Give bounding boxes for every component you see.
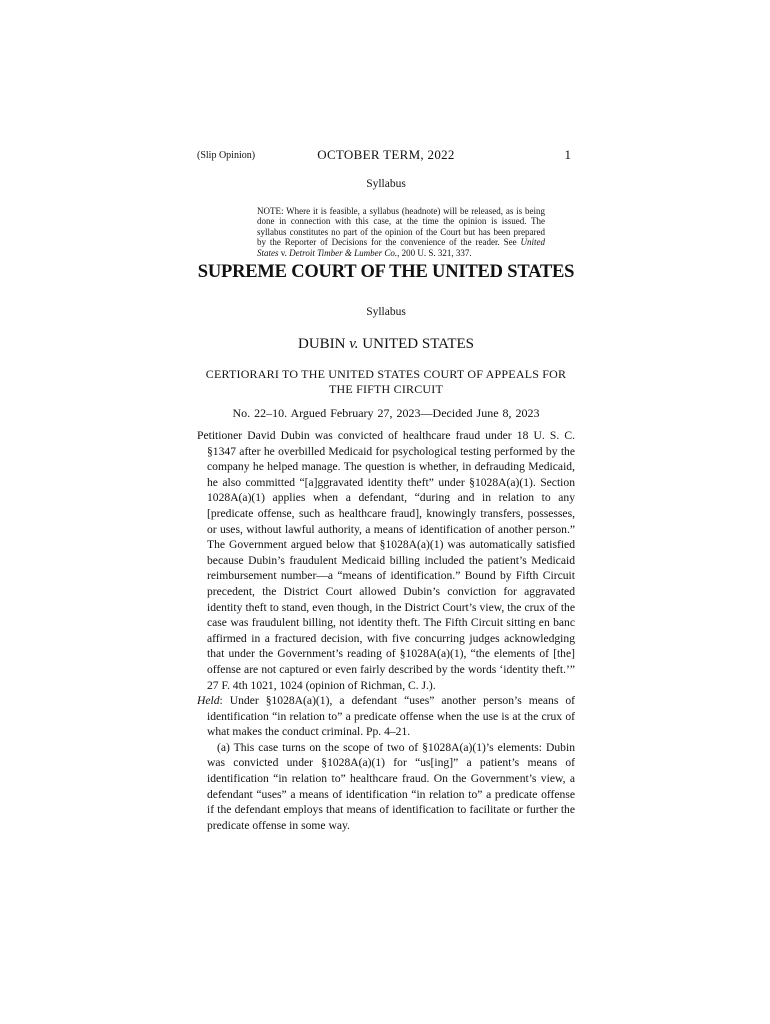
note-citation-party: Detroit Timber & Lumber Co. [289,247,398,258]
court-title: SUPREME COURT OF THE UNITED STATES [197,262,575,282]
syllabus-heading: Syllabus [366,178,406,190]
running-head [197,146,575,166]
held-text: : Under §1028A(a)(1), a defendant “uses” another person’s means of identification “in relation to” a predicate offense when the use is at the crux of what makes the conduct criminal. Pp. 4–21. [207,694,575,739]
certiorari-line-1: CERTIORARI TO THE UNITED STATES COURT OF APPEALS FOR [205,367,567,381]
certiorari-line-2: THE FIFTH CIRCUIT [328,382,444,396]
docket-line: No. 22–10. Argued February 27, 2023—Decided June 8, 2023 [232,406,540,420]
headnote-notice [245,206,545,258]
slip-opinion-label: (Slip Opinion) [197,150,256,161]
note-citation-tail: , 200 U. S. 321, 337. [397,247,472,258]
case-petitioner: DUBIN [297,336,350,352]
note-citation-case: United States [257,237,545,258]
case-respondent: UNITED STATES [358,336,474,352]
case-versus: v. [349,336,359,352]
syllabus-body [197,428,575,833]
certiorari-heading [197,367,575,397]
term-heading: OCTOBER TERM, 2022 [317,147,455,162]
paragraph-a: (a) This case turns on the scope of two of §1028A(a)(1)’s elements: Dubin was convicted under §1028A(a)(1) for “us[ing]” a patient’s means of identification “in relation to” healthcare fraud. On the Government’s view, a defendant “uses” a means of identification “in relation to” a predicate offense if the defendant employs that means of identification to facilitate or further the predicate offense in some way. [207,740,575,832]
held-label: Held [197,694,220,708]
facts-paragraph: Petitioner David Dubin was convicted of healthcare fraud under 18 U. S. C. §1347 after he overbilled Medicaid for psychological testing performed by the company he helped manage. The question is whether, in defrauding Medicaid, he also committed “[a]ggravated identity theft” under §1028A(a)(1). Section 1028A(a)(1) applies when a defendant, “during and in relation to any [predicate offense, such as healthcare fraud], knowingly transfers, possesses, or uses, without lawful authority, a means of identification of another person.” The Government argued below that §1028A(a)(1) was automatically satisfied because Dubin’s fraudulent Medicaid billing included the patient’s Medicaid reimbursement number—a “means of identification.” Bound by Fifth Circuit precedent, the District Court allowed Dubin’s conviction for aggravated identity theft to stand, even though, in the District Court’s view, the crux of the case was fraudulent billing, not identity theft. The Fifth Circuit sitting en banc affirmed in a fractured decision, with five concurring judges acknowledging that under the Government’s reading of §1028A(a)(1), “the elements of [the] offense are not captured or even fairly described by the words ‘identity theft.’” 27 F. 4th 1021, 1024 (opinion of Richman, C. J.). [197,429,575,692]
note-citation-v: v. [278,247,290,258]
case-name [197,336,575,353]
syllabus-subheading: Syllabus [366,306,406,318]
held-paragraph [197,693,575,740]
page-number: 1 [564,147,571,162]
note-text: NOTE: Where it is feasible, a syllabus (headnote) will be released, as is being done in connection with this case, at the time the opinion is issued. The syllabus constitutes no part of the opinion of the Court but has been prepared by the Reporter of Decisions for the convenience of the reader. See [257,206,545,248]
